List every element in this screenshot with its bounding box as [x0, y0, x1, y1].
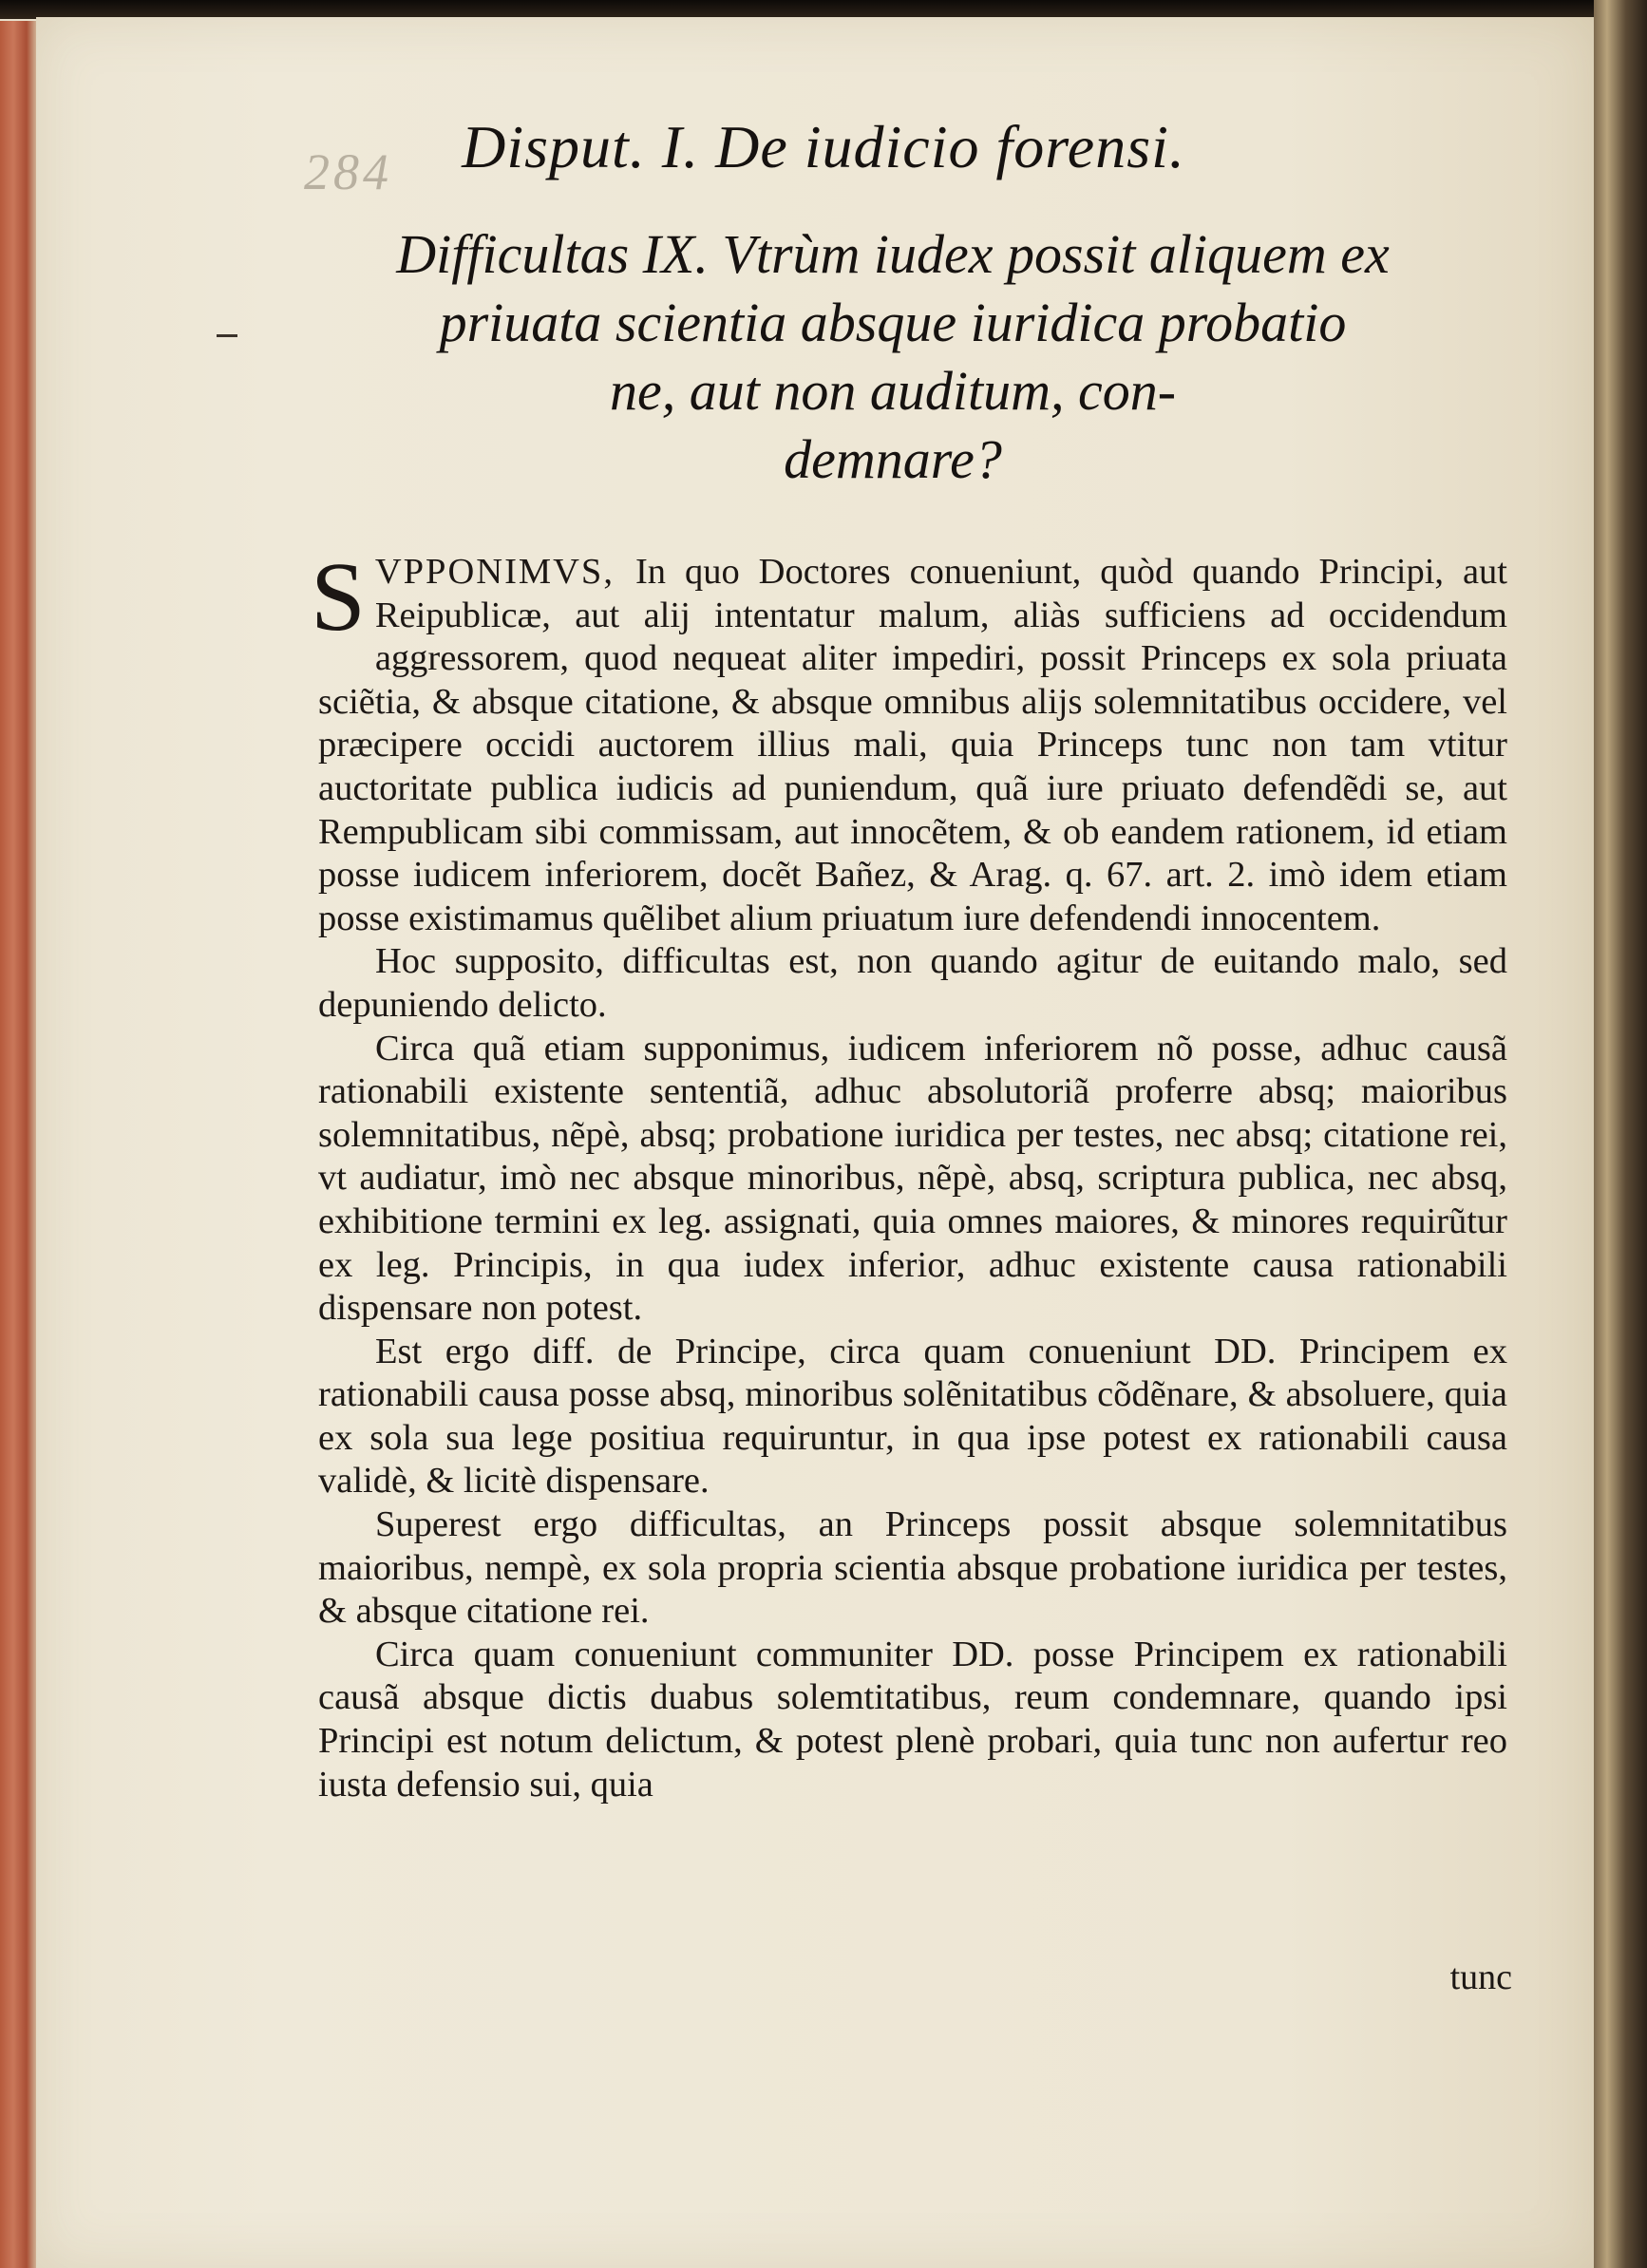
paragraph-text: In quo Doctores conueniunt, quòd quando Principi, aut Reipublicæ, aut alij intentatur malum, aliàs sufficiens ad occidendum aggressorem, quod nequeat aliter impediri, possit Princeps ex sola priuata sciẽtia, & absque citatione, & absque omnibus alijs solemnitatibus occidere, vel præcipere occidi auctorem illius mali, quia Princeps tunc non tam vtitur auctoritate publica iudicis ad puniendum, quã iure priuato defendẽdi se, aut Rempublicam sibi commissam, aut innocẽtem, & ob eandem rationem, id etiam posse iudicem inferiorem, docẽt Bañez, & Arag. q. 67. art. 2. imò idem etiam posse existimamus quẽlibet alium priuatum iure defendendi innocentem. [318, 552, 1507, 938]
paragraph: Circa quam conueniunt communiter DD. posse Principem ex rationabili causã absque dictis duabus solemtitatibus, reum condemnare, quando ipsi Principi est notum delictum, & potest plenè probari, quia tunc non aufertur reo iusta defensio sui, quia [318, 1634, 1507, 1805]
book-binding-edge [0, 21, 38, 2268]
folio-number: 284 [304, 143, 392, 200]
title-line: Difficultas IX. Vtrùm iudex possit aliquem ex [396, 223, 1390, 285]
catchword: tunc [1449, 1957, 1512, 1997]
paragraph [311, 542, 1507, 940]
paragraph: Est ergo diff. de Principe, circa quam conueniunt DD. Principem ex rationabili causa posse absq, minoribus solẽnitatibus cõdẽnare, & absoluere, quia ex sola sua lege positiua requiruntur, in qua ipse potest ex rationabili causa validè, & licitè dispensare. [318, 1331, 1507, 1502]
body-text [311, 542, 1507, 1806]
paragraph: Hoc supposito, difficultas est, non quando agitur de euitando malo, sed depuniendo delicto. [318, 941, 1507, 1025]
margin-mark [217, 334, 237, 337]
title-line: ne, aut non auditum, con- [609, 360, 1177, 422]
title-line: priuata scientia absque iuridica probatio [439, 292, 1347, 353]
paragraph: Circa quã etiam supponimus, iudicem inferiorem nõ posse, adhuc causã rationabili existente sententiã, adhuc absolutoriã proferre absq; maioribus solemnitatibus, nẽpè, absq; probatione iuridica per testes, nec absq; citatione rei, vt audiatur, imò nec absque minoribus, nẽpè, absq, scriptura publica, nec absq, exhibitione termini ex leg. assignati, quia omnes maiores, & minores requirũtur ex leg. Principis, in qua iudex inferior, adhuc existente causa rationabili dispensare non potest. [318, 1028, 1507, 1329]
book-top-edge [0, 0, 1647, 19]
book-right-edge [1594, 0, 1647, 2268]
opening-small-caps: VPPONIMVS, [374, 552, 635, 592]
title-line: demnare? [784, 428, 1002, 490]
drop-cap: S [311, 542, 366, 652]
paragraph: Superest ergo difficultas, an Princeps possit absque solemnitatibus maioribus, nempè, ex sola propria scientia absque probatione iuridica per testes, & absque citatione rei. [318, 1504, 1507, 1632]
running-head: Disput. I. De iudicio forensi. [462, 113, 1185, 180]
chapter-title [285, 220, 1501, 494]
